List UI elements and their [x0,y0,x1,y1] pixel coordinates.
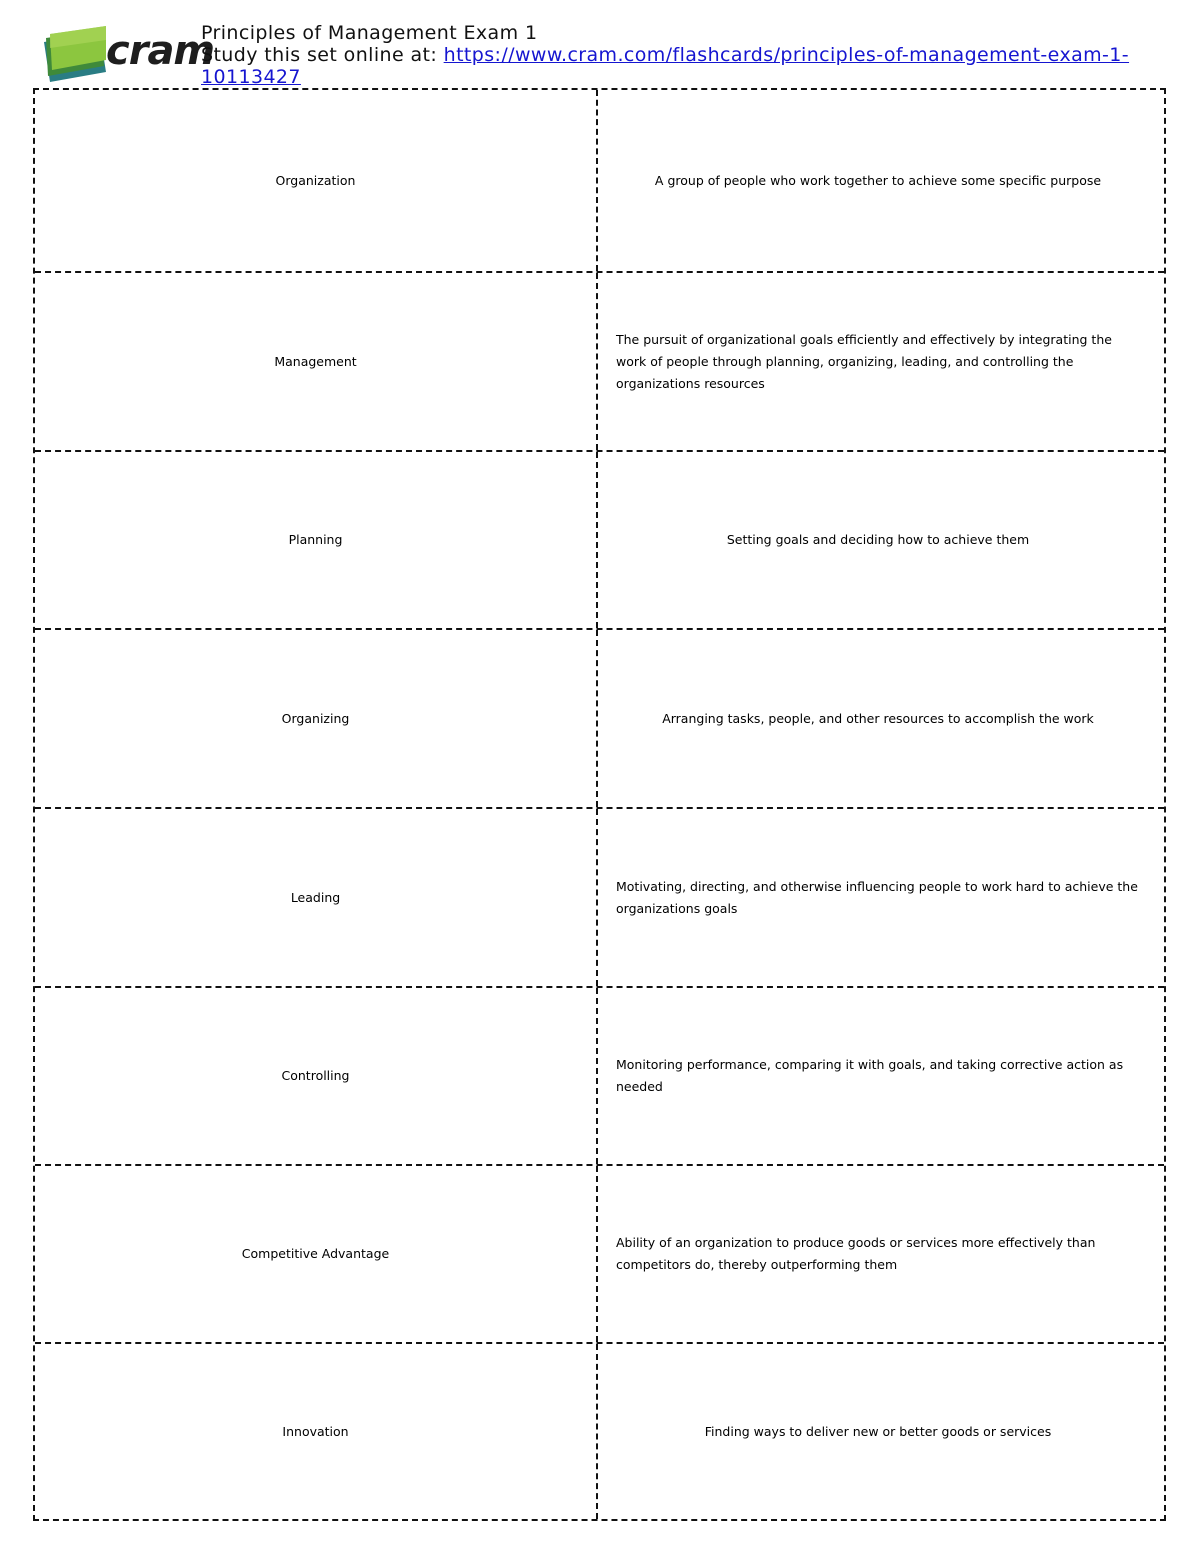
flashcard-row [35,450,1164,628]
flashcard-row [35,1342,1164,1519]
card-definition: Arranging tasks, people, and other resources to accomplish the work [662,710,1094,726]
card-term: Competitive Advantage [35,1166,598,1342]
card-definition: Monitoring performance, comparing it with goals, and taking corrective action as needed [616,1057,1124,1094]
logo-wordmark: cram [106,28,215,74]
set-title: Principles of Management Exam 1 [201,22,538,44]
card-definition: Setting goals and deciding how to achieve them [726,532,1030,547]
study-prefix: Study this set online at: [201,44,438,66]
study-set-link[interactable]: https://www.cram.com/flashcards/principles-of-management-exam-1-10113427 [201,44,1130,88]
flashcard-row [35,1164,1164,1342]
card-term: Controlling [35,988,598,1164]
card-definition: Finding ways to deliver new or better goods or services [704,1423,1052,1439]
card-term: Leading [35,809,598,986]
card-definition: Motivating, directing, and otherwise influencing people to work hard to achieve the organizations goals [616,878,1138,916]
cram-logo-icon [42,26,112,84]
header-text-block [201,22,1181,88]
flashcard-row [35,986,1164,1164]
page-header [42,22,1182,88]
flashcard-row [35,628,1164,807]
card-definition: A group of people who work together to achieve some specific purpose [654,172,1102,188]
card-definition: The pursuit of organizational goals efficiently and effectively by integrating the work of people through planning, organizing, leading, and controlling the organizations resources [616,331,1112,391]
card-term: Management [35,273,598,450]
card-term: Planning [35,452,598,628]
flashcard-table [33,88,1166,1521]
study-online-line [201,44,1181,88]
card-term: Organization [35,90,598,271]
card-term: Innovation [35,1344,598,1519]
card-definition: Ability of an organization to produce goods or services more effectively than competitors do, thereby outperforming them [616,1235,1096,1272]
card-term: Organizing [35,630,598,807]
flashcard-row [35,271,1164,450]
cram-logo[interactable] [42,26,215,84]
flashcard-row [35,90,1164,271]
flashcard-row [35,807,1164,986]
